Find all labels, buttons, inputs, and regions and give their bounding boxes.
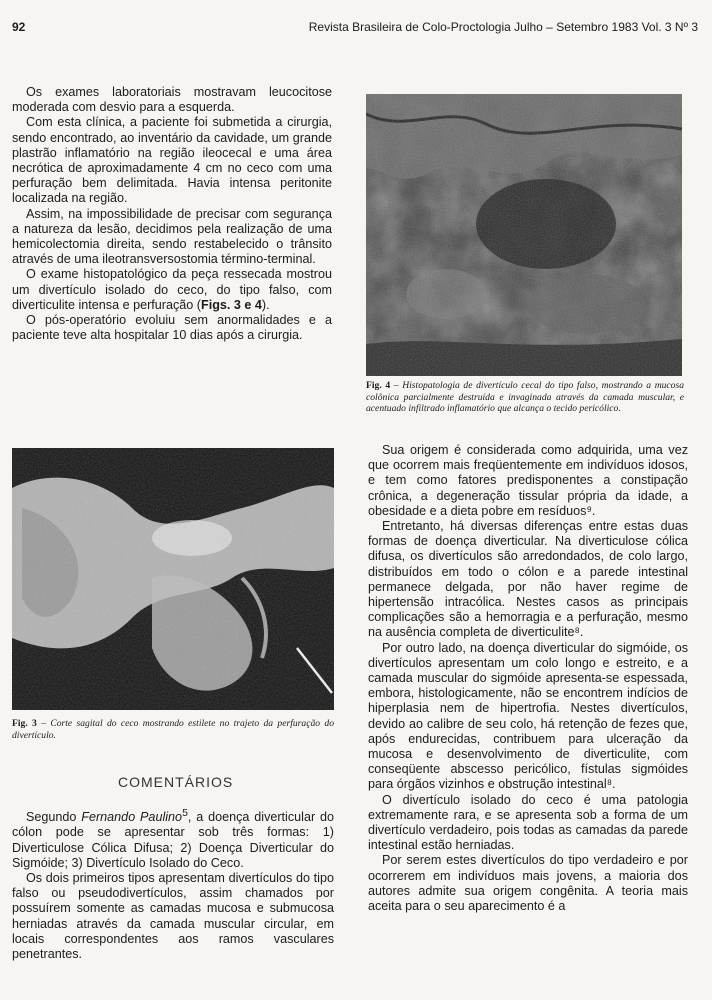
specimen-image (12, 448, 334, 710)
paragraph: Por serem estes divertículos do tipo verdadeiro e por ocorrerem em indivíduos mais jovens, a maioria dos autores admite sua origem congênita. A teoria mais aceita para o seu aparecimento é a (368, 853, 688, 914)
paragraph: O divertículo isolado do ceco é uma patologia extremamente rara, e se apresenta sob a forma de um divertículo verdadeiro, pois todas as camadas da parede intestinal estão herniadas. (368, 792, 688, 853)
figure-3-specimen-photo (12, 448, 334, 710)
paragraph: Os dois primeiros tipos apresentam divertículos do tipo falso ou pseudodivertículos, assim chamados por possuírem somente as camadas mucosa e submucosa herniadas através da camada muscular circular, em locais correspondentes aos ramos vasculares penetrantes. (12, 871, 334, 962)
paragraph: Com esta clínica, a paciente foi submetida a cirurgia, sendo encontrado, ao inventário da cavidade, um grande plastrão inflamatório na região ileocecal e uma área necrótica de aproximadamente 4 cm no ceco com uma perfuração bem delimitada. Havia intensa peritonite localizada na região. (12, 115, 332, 206)
comments-first-paragraph: Segundo Fernando Paulino$^5$, a doença diverticular do cólon pode se apresentar sob três formas: 1) Diverticulose Cólica Difusa; 2) Doença Diverticular do Sigmóide; 3) Divertículo Isolado do Ceco. (12, 807, 335, 870)
paragraph: Sua origem é considerada como adquirida, uma vez que ocorrem mais freqüentemente em indivíduos idosos, e tem como fatores predisponentes a constipação crônica, a degeneração tissular própria da idade, a obesidade e a dieta pobre em resíduos⁹. (368, 443, 688, 518)
histology-image (366, 94, 682, 376)
comments-column (12, 806, 334, 962)
figure-4-caption (366, 380, 684, 415)
caption-text: – Histopatologia de divertículo cecal do tipo falso, mostrando a mucosa colônica parcialmente destruída e invaginada através da camada muscular, e acentuado infiltrado inflamatório que alcança o tecido pericólico. (366, 380, 685, 415)
case-report-column (12, 85, 332, 343)
figure-4-histology-photo (366, 94, 682, 376)
section-title: COMENTÁRIOS (118, 774, 234, 790)
paragraph: Assim, na impossibilidade de precisar com segurança a natureza da lesão, decidimos pela realização de uma hemicolectomia direita, sendo restabelecido o trânsito através de uma ileotransversostomia término-terminal. (12, 206, 332, 267)
paragraph: O pós-operatório evoluiu sem anormalidades e a paciente teve alta hospitalar 10 dias após a cirurgia. (12, 313, 332, 343)
figure-3-caption (12, 718, 334, 741)
journal-running-head: Revista Brasileira de Colo-Proctologia Julho – Setembro 1983 Vol. 3 Nº 3 (308, 20, 698, 34)
page-header (12, 20, 698, 36)
caption-text: – Corte sagital do ceco mostrando estilete no trajeto da perfuração do divertículo. (12, 718, 334, 741)
paragraph: Por outro lado, na doença diverticular do sigmóide, os divertículos apresentam um colo longo e estreito, e a camada muscular do sigmóide apresenta-se espessada, embora, histologicamente, não se encontrem indícios de hiperplasia nem de hipertrofia. Nestes divertículos, devido ao calibre de seu colo, há retenção de fezes que, após endurecidas, contribuem para ulceração da mucosa e desenvolvimento de diverticulite, com conseqüente abscesso pericólico, fístulas sigmóides para órgãos vizinhos e obstrução intestinal⁸. (368, 640, 688, 792)
figure-label: Fig. 4 (366, 380, 391, 391)
author-name: Fernando Paulino (81, 810, 183, 825)
page-number: 92 (12, 20, 26, 34)
histopathology-paragraph: O exame histopatológico da peça ressecada mostrou um divertículo isolado do ceco, do tipo falso, com diverticulite intensa e perfuração (Figs. 3 e 4). (12, 267, 332, 312)
figure-label: Fig. 3 (12, 718, 37, 729)
discussion-column (368, 443, 688, 914)
paragraph: Entretanto, há diversas diferenças entre estas duas formas de doença diverticular. Na diverticulose cólica difusa, os divertículos são arredondados, de colo largo, distribuídos em todo o cólon e a parede intestinal permanece delgada, por não haver regime de hipertensão intracólica. Nestes casos as principais complicações são a hemorragia e a perfuração, mesmo na ausência completa de diverticulite⁸. (368, 519, 688, 640)
paragraph: Os exames laboratoriais mostravam leucocitose moderada com desvio para a esquerda. (12, 85, 332, 115)
figure-reference: Figs. 3 e 4 (201, 297, 262, 312)
reference-number: 5 (182, 807, 188, 819)
